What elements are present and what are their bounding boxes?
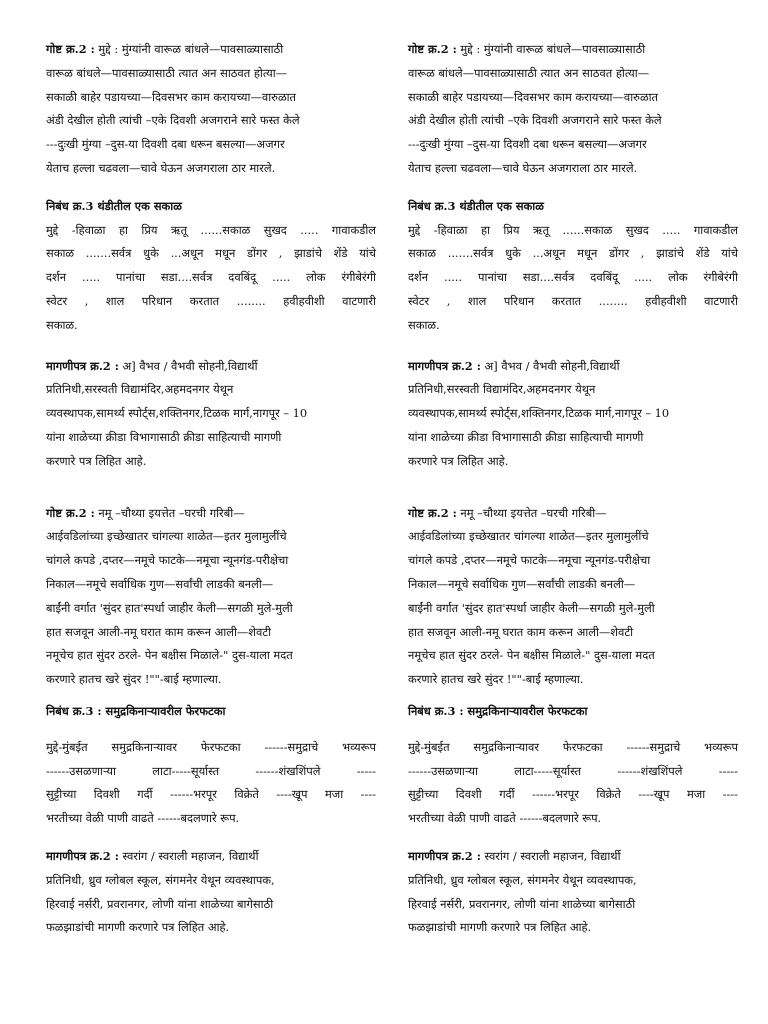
story-namu-line-2: आईवडिलांच्या इच्छेखातर चांगल्या शाळेत—इतर मुलामुलींचे — [46, 529, 287, 544]
story-ants-line-1 — [408, 38, 738, 62]
story-namu-line-7: नमूचेच हात सुंदर ठरले- पेन बक्षीस मिळाले-" दुस-याला मदत — [46, 648, 293, 663]
story-namu-line-1 — [408, 502, 738, 526]
letter-sports-text-1: अ] वैभव / वैभवी सोहनी,विद्यार्थी — [484, 358, 620, 373]
letter-garden-line-4: फळझाडांची मागणी करणारे पत्र लिहित आहे. — [408, 920, 592, 935]
letter-garden-title: मागणीपत्र क्र.2 : — [46, 848, 119, 863]
story-namu-line-2: आईवडिलांच्या इच्छेखातर चांगल्या शाळेत—इतर मुलामुलींचे — [408, 529, 649, 544]
essay-beach-line-4: भरतीच्या वेळी पाणी वाढते ------बदलणारे रूप. — [408, 811, 602, 826]
essay-winter-line-1: मुद्दे -हिवाळा हा प्रिय ऋतू ......सकाळ सुखद ..... गावाकडील — [46, 222, 376, 237]
letter-sports-line-3: व्यवस्थापक,सामर्थ्य स्पोर्ट्स,शक्तिनगर,टिळक मार्ग,नागपूर – 10 — [408, 406, 670, 421]
letter-sports-block-copy — [408, 355, 738, 474]
essay-winter-line-5: सकाळ. — [408, 317, 440, 332]
letter-garden-line-1 — [46, 845, 376, 869]
letter-sports-title: मागणीपत्र क्र.2 : — [408, 358, 481, 373]
letter-sports-line-5: करणारे पत्र लिहित आहे. — [46, 453, 147, 468]
story-namu-line-8: करणारे हातच खरे सुंदर !""-बाई म्हणाल्या. — [408, 672, 584, 687]
story-namu-line-6: हात सजवून आली-नमू घरात काम करून आली—शेवटी — [408, 624, 634, 639]
story-namu-line-3: चांगले कपडे ,दप्तर—नमूचे फाटके—नमूचा न्यूनगंड-परीक्षेचा — [408, 553, 651, 568]
story-ants-line-4: अंडी देखील होती त्यांची –एके दिवशी अजगराने सारे फस्त केले — [408, 113, 662, 128]
left-column — [46, 38, 376, 940]
essay-beach-title: निबंध क्र.3 : समुद्रकिनाऱ्यावरील फेरफटका — [46, 703, 226, 718]
essay-beach-line-1: मुद्दे-मुंबईत समुद्रकिनाऱ्यावर फेरफटका ------समुद्राचे भव्यरूप — [408, 739, 738, 754]
letter-sports-line-3: व्यवस्थापक,सामर्थ्य स्पोर्ट्स,शक्तिनगर,टिळक मार्ग,नागपूर – 10 — [46, 406, 308, 421]
story-ants-line-6: येताच हल्ला चढवला—चावे घेऊन अजगराला ठार मारले. — [408, 160, 638, 175]
essay-winter-line-4: स्वेटर , शाल परिधान करतात ........ हवीहवीशी वाटणारी — [408, 293, 738, 308]
essay-beach-line-2: ------उसळणाऱ्या लाटा-----सूर्यास्त ------शंखशिंपले ----- — [46, 763, 376, 778]
essay-beach-block-copy — [408, 736, 738, 831]
letter-garden-line-4: फळझाडांची मागणी करणारे पत्र लिहित आहे. — [46, 920, 230, 935]
letter-sports-line-2: प्रतिनिधी,सरस्वती विद्यामंदिर,अहमदनगर येथून — [46, 382, 234, 397]
story-namu-block-copy — [408, 502, 738, 692]
essay-beach-title-block — [46, 700, 376, 724]
essay-winter-line-4: स्वेटर , शाल परिधान करतात ........ हवीहवीशी वाटणारी — [46, 293, 376, 308]
letter-garden-line-2: प्रतिनिधी, ध्रुव ग्लोबल स्कूल, संगमनेर येथून व्यवस्थापक, — [408, 872, 637, 887]
story-namu-line-6: हात सजवून आली-नमू घरात काम करून आली—शेवटी — [46, 624, 272, 639]
essay-winter-block-copy — [408, 195, 738, 338]
story-ants-line-4: अंडी देखील होती त्यांची –एके दिवशी अजगराने सारे फस्त केले — [46, 113, 300, 128]
essay-beach-title: निबंध क्र.3 : समुद्रकिनाऱ्यावरील फेरफटका — [408, 703, 588, 718]
essay-winter-line-3: दर्शन ..... पानांचा सडा....सर्वत्र दवबिंदू ..... लोक रंगीबेरंगी — [46, 270, 376, 285]
story-namu-line-5: बाईंनी वर्गात 'सुंदर हात'स्पर्धा जाहीर केली—सगळी मुले-मुली — [46, 600, 293, 615]
story-ants-text-1: मुद्दे : मुंग्यांनी वारूळ बांधले—पावसाळ्यासाठी — [98, 42, 284, 56]
letter-garden-text-1: स्वरांग / स्वराली महाजन, विद्यार्थी — [480, 848, 621, 863]
essay-winter-line-1: मुद्दे -हिवाळा हा प्रिय ऋतू ......सकाळ सुखद ..... गावाकडील — [408, 222, 738, 237]
letter-sports-line-1 — [46, 355, 376, 379]
story-ants-block — [46, 38, 376, 181]
story-ants-line-3: सकाळी बाहेर पडायच्या—दिवसभर काम करायच्या—वारुळात — [408, 89, 659, 104]
letter-garden-line-2: प्रतिनिधी, ध्रुव ग्लोबल स्कूल, संगमनेर येथून व्यवस्थापक, — [46, 872, 275, 887]
letter-garden-line-3: हिरवाई नर्सरी, प्रवरानगर, लोणी यांना शाळेच्या बागेसाठी — [408, 896, 636, 911]
essay-beach-block — [46, 736, 376, 831]
story-ants-line-5: ---दुःखी मुंग्या –दुस-या दिवशी दबा धरून बसल्या—अजगर — [46, 137, 285, 152]
story-ants-line-1 — [46, 38, 376, 62]
story-ants-line-2: वारूळ बांधले—पावसाळ्यासाठी त्यात अन साठवत होत्या— — [46, 65, 288, 80]
essay-beach-line-1: मुद्दे-मुंबईत समुद्रकिनाऱ्यावर फेरफटका ------समुद्राचे भव्यरूप — [46, 739, 376, 754]
letter-garden-text-1: स्वरांग / स्वराली महाजन, विद्यार्थी — [118, 848, 259, 863]
story-namu-text-1: नमू –चौथ्या इयत्तेत –घरची गरिबी— — [456, 505, 607, 520]
story-namu-line-1 — [46, 502, 376, 526]
essay-beach-line-2: ------उसळणाऱ्या लाटा-----सूर्यास्त ------शंखशिंपले ----- — [408, 763, 738, 778]
essay-winter-line-3: दर्शन ..... पानांचा सडा....सर्वत्र दवबिंदू ..... लोक रंगीबेरंगी — [408, 270, 738, 285]
story-namu-line-5: बाईंनी वर्गात 'सुंदर हात'स्पर्धा जाहीर केली—सगळी मुले-मुली — [408, 600, 655, 615]
story-namu-line-3: चांगले कपडे ,दप्तर—नमूचे फाटके—नमूचा न्यूनगंड-परीक्षेचा — [46, 553, 289, 568]
letter-garden-block-copy — [408, 845, 738, 940]
essay-beach-title-block-copy — [408, 700, 738, 724]
letter-sports-text-1: अ] वैभव / वैभवी सोहनी,विद्यार्थी — [122, 358, 258, 373]
story-namu-block — [46, 502, 376, 692]
letter-sports-block — [46, 355, 376, 474]
essay-beach-line-3: सुट्टीच्या दिवशी गर्दी ------भरपूर विक्रेते ----खूप मजा ---- — [46, 787, 376, 802]
essay-winter-block — [46, 195, 376, 338]
essay-winter-line-2: सकाळ .......सर्वत्र धुके ...अधून मधून डोंगर , झाडांचे शेंडे यांचे — [408, 246, 738, 261]
story-namu-line-8: करणारे हातच खरे सुंदर !""-बाई म्हणाल्या. — [46, 672, 222, 687]
essay-beach-line-3: सुट्टीच्या दिवशी गर्दी ------भरपूर विक्रेते ----खूप मजा ---- — [408, 787, 738, 802]
letter-garden-title: मागणीपत्र क्र.2 : — [408, 848, 481, 863]
story-ants-title: गोष्ट क्र.2 : — [408, 42, 457, 56]
essay-winter-line-2: सकाळ .......सर्वत्र धुके ...अधून मधून डोंगर , झाडांचे शेंडे यांचे — [46, 246, 376, 261]
letter-sports-line-5: करणारे पत्र लिहित आहे. — [408, 453, 509, 468]
story-ants-text-1: मुद्दे : मुंग्यांनी वारूळ बांधले—पावसाळ्यासाठी — [460, 42, 646, 56]
story-ants-line-5: ---दुःखी मुंग्या –दुस-या दिवशी दबा धरून बसल्या—अजगर — [408, 137, 647, 152]
story-namu-text-1: नमू –चौथ्या इयत्तेत –घरची गरिबी— — [94, 505, 245, 520]
essay-winter-title: निबंध क्र.3 थंडीतील एक सकाळ — [408, 198, 544, 213]
story-ants-line-2: वारूळ बांधले—पावसाळ्यासाठी त्यात अन साठवत होत्या— — [408, 65, 650, 80]
right-column — [408, 38, 738, 940]
letter-sports-line-2: प्रतिनिधी,सरस्वती विद्यामंदिर,अहमदनगर येथून — [408, 382, 596, 397]
letter-sports-title: मागणीपत्र क्र.2 : — [46, 358, 119, 373]
story-namu-title: गोष्ट क्र.2 : — [408, 505, 457, 520]
essay-winter-line-5: सकाळ. — [46, 317, 78, 332]
story-namu-line-4: निकाल—नमूचे सर्वाधिक गुण—सर्वांची लाडकी बनली— — [46, 576, 274, 591]
letter-garden-line-1 — [408, 845, 738, 869]
essay-beach-line-4: भरतीच्या वेळी पाणी वाढते ------बदलणारे रूप. — [46, 811, 240, 826]
letter-sports-line-4: यांना शाळेच्या क्रीडा विभागासाठी क्रीडा साहित्याची मागणी — [46, 429, 282, 444]
letter-sports-line-4: यांना शाळेच्या क्रीडा विभागासाठी क्रीडा साहित्याची मागणी — [408, 429, 644, 444]
story-namu-line-7: नमूचेच हात सुंदर ठरले- पेन बक्षीस मिळाले-" दुस-याला मदत — [408, 648, 655, 663]
essay-winter-title: निबंध क्र.3 थंडीतील एक सकाळ — [46, 198, 182, 213]
letter-garden-block — [46, 845, 376, 940]
story-ants-line-3: सकाळी बाहेर पडायच्या—दिवसभर काम करायच्या—वारुळात — [46, 89, 297, 104]
letter-garden-line-3: हिरवाई नर्सरी, प्रवरानगर, लोणी यांना शाळेच्या बागेसाठी — [46, 896, 274, 911]
story-ants-line-6: येताच हल्ला चढवला—चावे घेऊन अजगराला ठार मारले. — [46, 160, 276, 175]
story-namu-title: गोष्ट क्र.2 : — [46, 505, 95, 520]
story-ants-block-copy — [408, 38, 738, 181]
story-ants-title: गोष्ट क्र.2 : — [46, 42, 95, 56]
story-namu-line-4: निकाल—नमूचे सर्वाधिक गुण—सर्वांची लाडकी बनली— — [408, 576, 636, 591]
letter-sports-line-1 — [408, 355, 738, 379]
